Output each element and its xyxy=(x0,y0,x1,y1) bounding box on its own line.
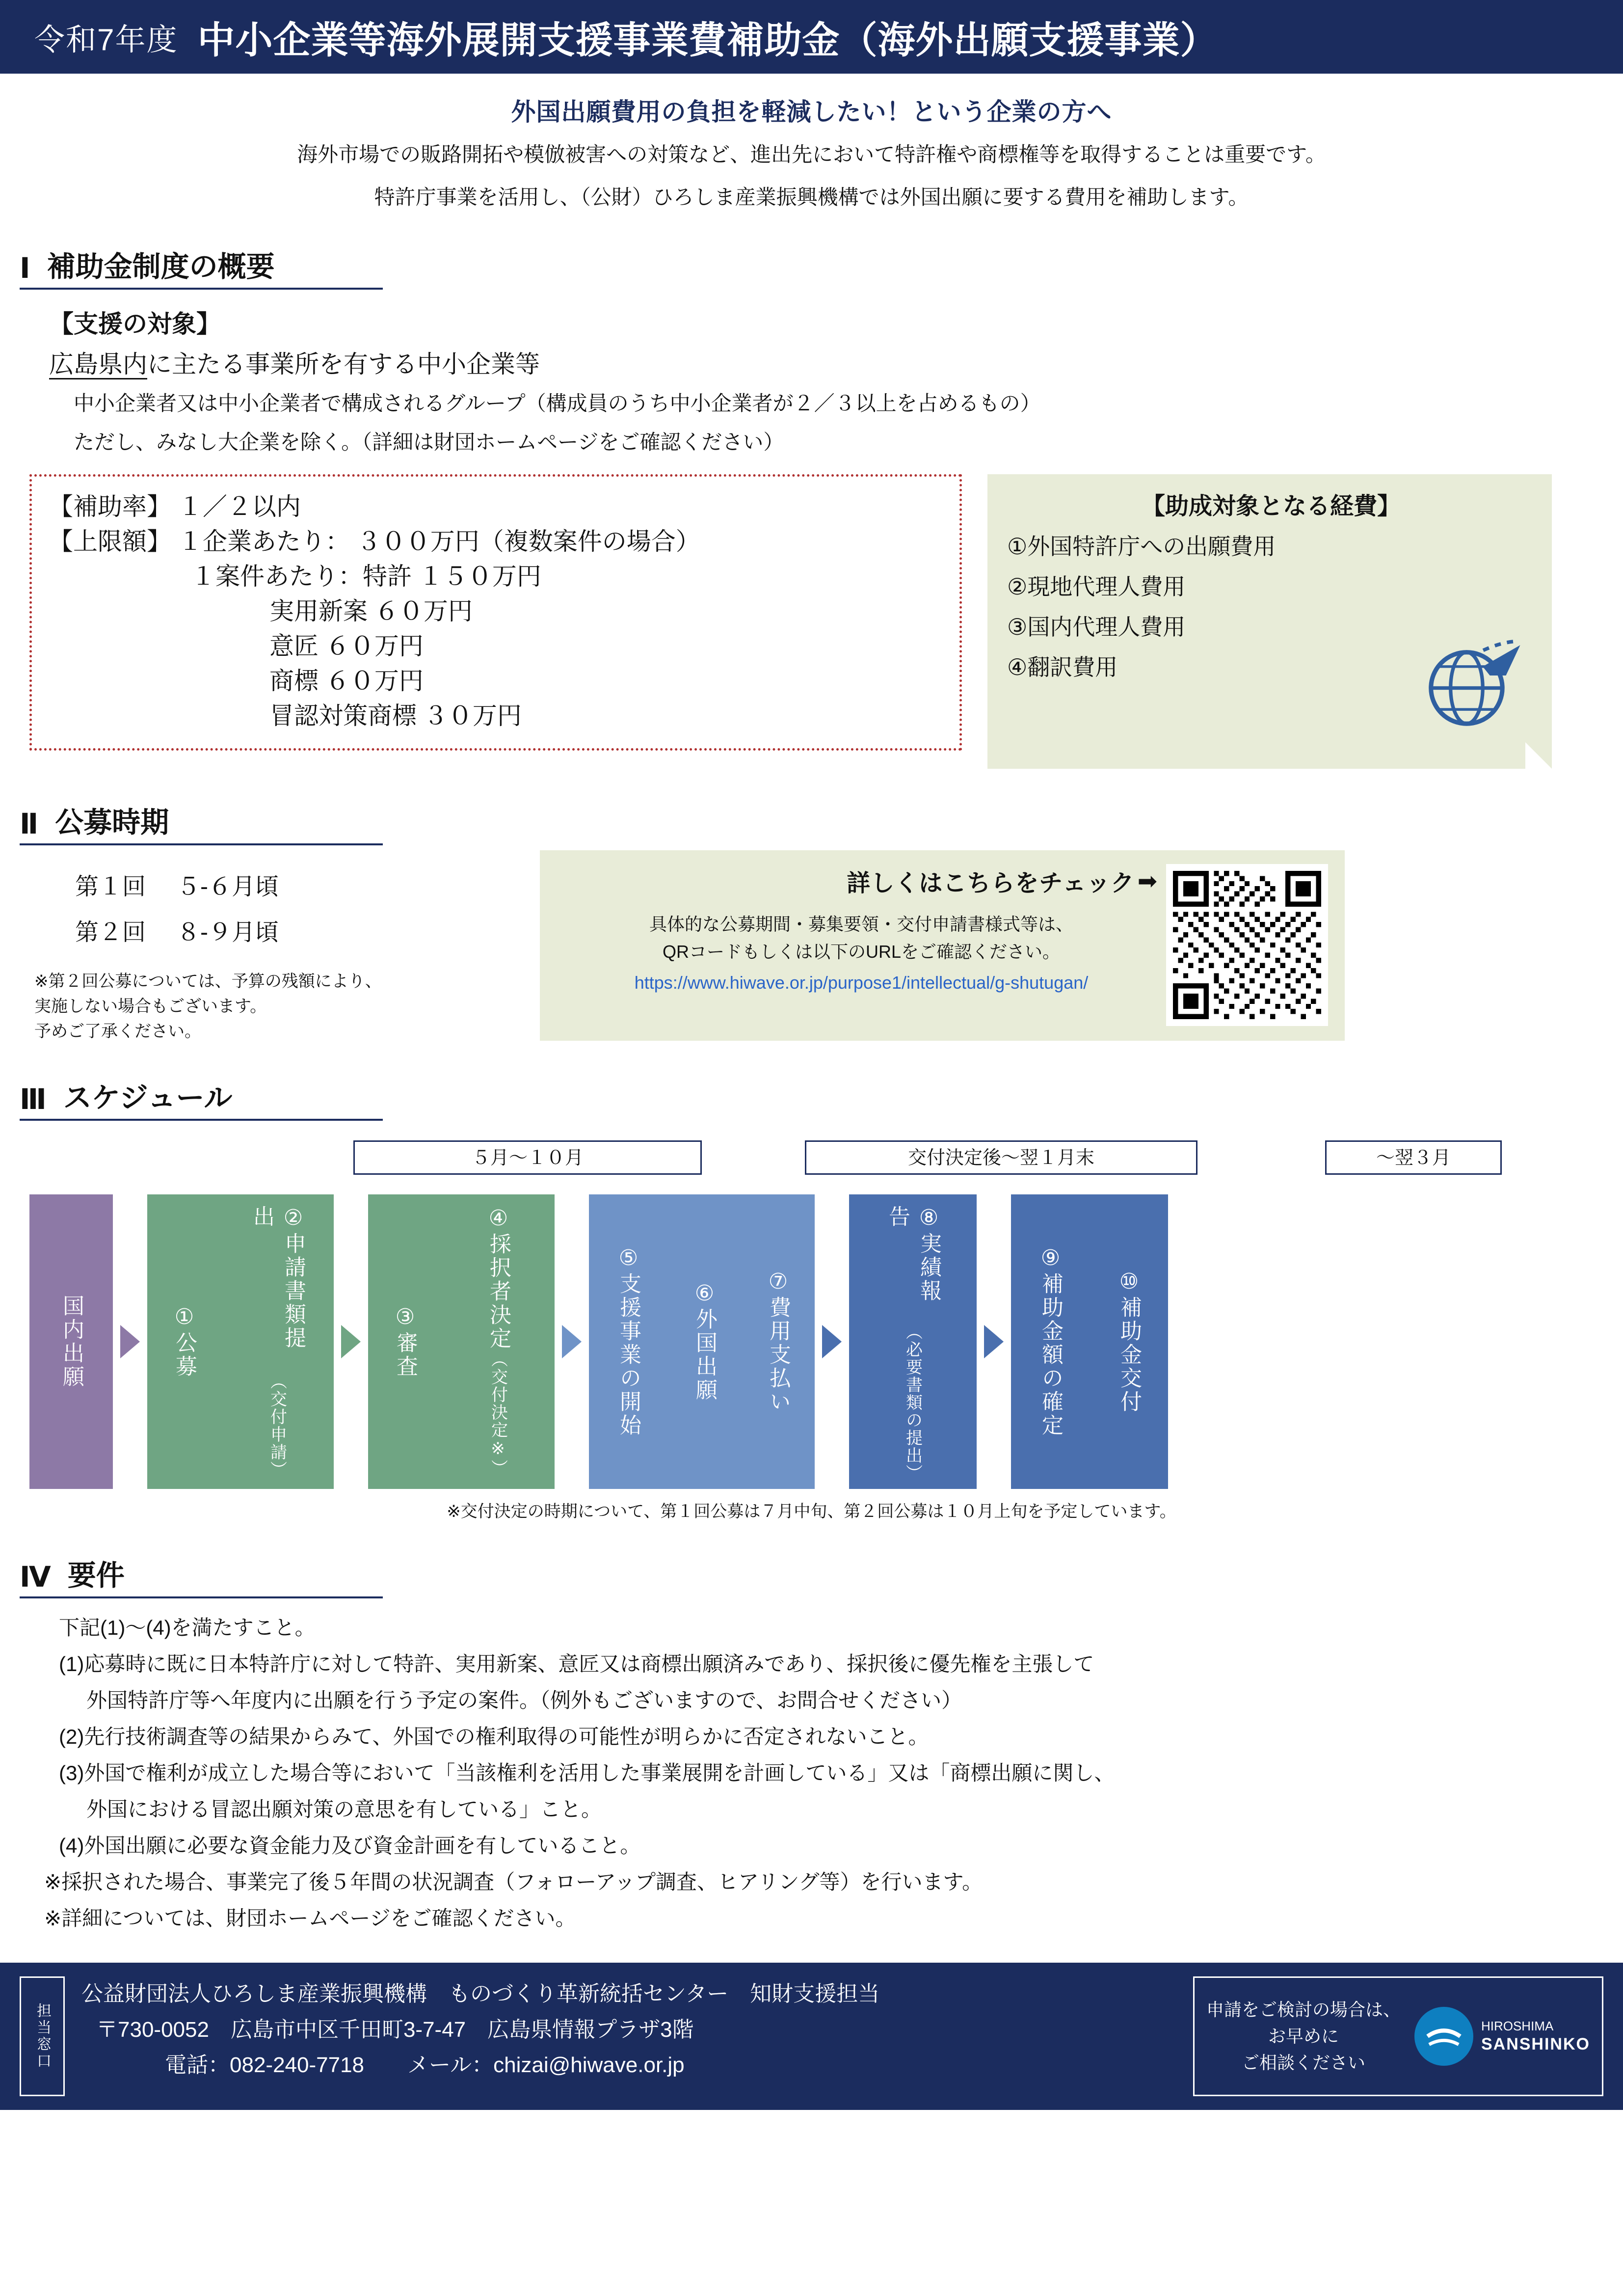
requirements-list xyxy=(44,1611,1623,1935)
subsidy-rate-line: 【補助率】 １／２以内 xyxy=(49,493,301,521)
schedule-step-8-label: ⑧実績報告 xyxy=(885,1205,941,1303)
schedule-brackets xyxy=(29,1140,1594,1194)
subsidy-and-expense-row xyxy=(29,474,1623,769)
section-1-number: Ⅰ xyxy=(20,252,30,285)
section-2-number: Ⅱ xyxy=(20,808,39,840)
footer-cta-line-2: お早めに xyxy=(1268,2026,1339,2047)
section-1-heading xyxy=(20,243,383,290)
schedule-step-2-label: ②申請書類提出 xyxy=(250,1205,305,1350)
contact-desk-label: 担当窓口 xyxy=(20,1976,65,2096)
limit-line-4: 冒認対策商標 ３０万円 xyxy=(269,702,522,730)
lead-line-2: 特許庁事業を活用し、（公財）ひろしま産業振興機構では外国出願に要する費用を補助します。 xyxy=(374,186,1249,209)
eligible-expense-title: 【助成対象となる経費】 xyxy=(1141,493,1401,520)
limit-line-1: 実用新案 ６０万円 xyxy=(269,597,473,625)
subsidy-rate-box xyxy=(29,474,962,751)
footer-address: 〒730-0052 広島市中区千田町3-7-47 広島県情報プラザ3階 xyxy=(96,2017,694,2042)
section-4-title: 要件 xyxy=(67,1559,125,1592)
limit-line-2: 意匠 ６０万円 xyxy=(269,632,424,660)
footer-cta-line-3: ご相談ください xyxy=(1241,2053,1365,2073)
section-4-heading xyxy=(20,1552,383,1598)
round-1-period: ５-６月頃 xyxy=(177,874,279,900)
section-1-body xyxy=(49,304,1623,458)
schedule-step-7: ⑦費用支払い xyxy=(741,1194,815,1489)
schedule-group-darkblue xyxy=(849,1194,977,1489)
round-2-period: ８-９月頃 xyxy=(177,919,279,945)
table-row xyxy=(75,911,308,955)
footer-band xyxy=(0,1963,1623,2110)
qr-check-row xyxy=(557,864,1166,898)
requirement-item-1: 外国特許庁等へ年度内に出願を行う予定の案件。（例外もございますので、お問合せください） xyxy=(86,1688,962,1712)
footer-contact-block xyxy=(81,1976,1193,2096)
schedule-step-2 xyxy=(221,1194,334,1489)
section-3-number: Ⅲ xyxy=(20,1083,47,1115)
logo-main-text: SANSHINKO xyxy=(1481,2035,1590,2054)
schedule-step-0: 国内出願 xyxy=(29,1194,113,1489)
support-target-sub-2: ただし、みなし大企業を除く。（詳細は財団ホームページをご確認ください） xyxy=(74,431,784,454)
section-4-number: Ⅳ xyxy=(20,1561,51,1593)
schedule-step-1: ①公募 xyxy=(147,1194,221,1489)
eligible-expense-item-3: ④翻訳費用 xyxy=(1007,654,1118,680)
flow-arrow-1 xyxy=(334,1194,368,1489)
support-target-sub-1: 中小企業者又は中小企業者で構成されるグループ（構成員のうち中小企業者が２／３以上を占めるもの） xyxy=(74,392,1041,415)
footer-organization: 公益財団法人ひろしま産業振興機構 ものづくり革新統括センター 知財支援担当 xyxy=(81,1982,880,2006)
schedule-bracket-0: ５月～１０月 xyxy=(353,1140,702,1175)
eligible-expense-item-0: ①外国特許庁への出願費用 xyxy=(1007,534,1276,560)
schedule-bracket-1: 交付決定後～翌１月末 xyxy=(805,1140,1197,1175)
requirement-item-3: (3)外国で権利が成立した場合等において「当該権利を活用した事業展開を計画している」又は「商標出願に関し、 xyxy=(59,1761,1115,1784)
support-target-rest: に主たる事業所を有する中小企業等 xyxy=(147,351,540,378)
requirements-intro: 下記(1)～(4)を満たすこと。 xyxy=(59,1616,316,1639)
flow-arrow-0 xyxy=(113,1194,147,1489)
sanshinko-logo-icon xyxy=(1414,2007,1473,2066)
schedule-flow xyxy=(29,1194,1594,1489)
application-period-note: ※第２回公募については、予算の残額により、 実施しない場合もございます。 予めご了承ください。 xyxy=(34,972,382,1041)
section-2-title: 公募時期 xyxy=(55,807,169,839)
lead-block xyxy=(0,92,1623,213)
requirement-item-0: (1)応募時に既に日本特許庁に対して特許、実用新案、意匠又は商標出願済みであり、採択後に優先権を主張して xyxy=(59,1652,1094,1675)
table-row xyxy=(75,865,308,910)
sanshinko-logo-text xyxy=(1481,2018,1590,2055)
program-url[interactable]: https://www.hiwave.or.jp/purpose1/intellectual/g-shutugan/ xyxy=(634,972,1089,993)
corner-fold-decoration xyxy=(1525,742,1552,769)
footer-cta-box xyxy=(1193,1976,1603,2096)
requirement-item-4: 外国における冒認出願対策の意思を有している」こと。 xyxy=(86,1797,602,1821)
footer-cta-text xyxy=(1206,1997,1401,2076)
support-target-title: 【支援の対象】 xyxy=(49,310,221,338)
round-2-label: 第２回 xyxy=(75,919,146,945)
support-target-underlined: 広島県内 xyxy=(49,351,147,379)
qr-check-text: 詳しくはこちらをチェック xyxy=(847,870,1135,897)
schedule-step-4-label: ④採択者決定 xyxy=(486,1206,510,1351)
qr-info-box xyxy=(540,850,1345,1041)
eligible-expense-box xyxy=(987,474,1552,769)
section-3-heading xyxy=(20,1075,383,1121)
qr-code-image[interactable] xyxy=(1166,864,1328,1026)
logo-top-text: HIROSHIMA xyxy=(1481,2018,1554,2033)
round-1-label: 第１回 xyxy=(75,874,146,900)
lead-line-1: 海外市場での販路開拓や模倣被害への対策など、進出先において特許権や商標権等を取得することは重要です。 xyxy=(297,143,1326,166)
qr-desc-1: 具体的な公募期間・募集要領・交付申請書様式等は、 xyxy=(649,914,1073,935)
limit-line-3: 商標 ６０万円 xyxy=(269,667,424,695)
requirement-note-1: ※詳細については、財団ホームページをご確認ください。 xyxy=(44,1907,576,1930)
eligible-expense-item-1: ②現地代理人費用 xyxy=(1007,574,1186,600)
schedule-step-6: ⑥外国出願 xyxy=(667,1194,741,1489)
schedule-group-darkblue-2 xyxy=(1011,1194,1168,1489)
schedule-step-2-sub: （交付申請） xyxy=(267,1372,287,1479)
header-band xyxy=(0,0,1623,74)
schedule-group-green-2 xyxy=(368,1194,555,1489)
requirement-note-0: ※採択された場合、事業完了後５年間の状況調査（フォローアップ調査、ヒアリング等）を行います。 xyxy=(44,1870,983,1893)
schedule-step-3: ③審査 xyxy=(368,1194,442,1489)
limit-line-0: １案件あたり：特許 １５０万円 xyxy=(191,563,541,591)
schedule-step-4-sub: （交付決定※） xyxy=(488,1351,507,1478)
schedule-note: ※交付決定の時期について、第１回公募は７月中旬、第２回公募は１０月上旬を予定しています。 xyxy=(447,1502,1176,1521)
requirement-item-5: (4)外国出願に必要な資金能力及び資金計画を有していること。 xyxy=(59,1834,641,1857)
qr-desc-2: QRコードもしくは以下のURLをご確認ください。 xyxy=(662,941,1061,962)
lead-catchphrase: 外国出願費用の負担を軽減したい！という企業の方へ xyxy=(511,98,1112,126)
section-1-title: 補助金制度の概要 xyxy=(47,251,275,283)
schedule-group-green xyxy=(147,1194,334,1489)
application-period-table xyxy=(74,864,309,956)
eligible-expense-item-2: ③国内代理人費用 xyxy=(1007,614,1186,640)
schedule-step-10: ⑩補助金交付 xyxy=(1090,1194,1168,1489)
schedule-group-blue xyxy=(589,1194,815,1489)
footer-contact: 電話：082-240-7718 メール：chizai@hiwave.or.jp xyxy=(165,2053,685,2078)
support-target-main xyxy=(49,345,1623,380)
schedule-bracket-2: ～翌３月 xyxy=(1325,1140,1502,1175)
requirement-item-2: (2)先行技術調査等の結果からみて、外国での権利取得の可能性が明らかに否定されないこと。 xyxy=(59,1725,929,1748)
schedule-step-5: ⑤支援事業の開始 xyxy=(589,1194,667,1489)
flow-arrow-3 xyxy=(815,1194,849,1489)
footer-cta-line-1: 申請をご検討の場合は、 xyxy=(1206,1999,1401,2020)
header-title: 中小企業等海外展開支援事業費補助金（海外出願支援事業） xyxy=(197,19,1218,61)
schedule-step-9: ⑨補助金額の確定 xyxy=(1011,1194,1090,1489)
schedule-step-4 xyxy=(442,1194,555,1489)
globe-airplane-icon xyxy=(1417,636,1530,734)
header-era: 令和7年度 xyxy=(34,23,178,57)
section-2-body xyxy=(0,845,1623,1044)
subsidy-limit-line: 【上限額】 １企業あたり： ３００万円（複数案件の場合） xyxy=(49,528,700,556)
flow-arrow-4 xyxy=(977,1194,1011,1489)
schedule-diagram xyxy=(0,1140,1623,1522)
section-2-heading xyxy=(20,799,383,845)
schedule-step-8-sub: （必要書類の提出） xyxy=(903,1323,922,1483)
section-3-title: スケジュール xyxy=(63,1081,233,1114)
schedule-step-8 xyxy=(849,1194,977,1489)
flow-arrow-2 xyxy=(555,1194,589,1489)
right-arrow-icon: ➡ xyxy=(1137,868,1157,894)
